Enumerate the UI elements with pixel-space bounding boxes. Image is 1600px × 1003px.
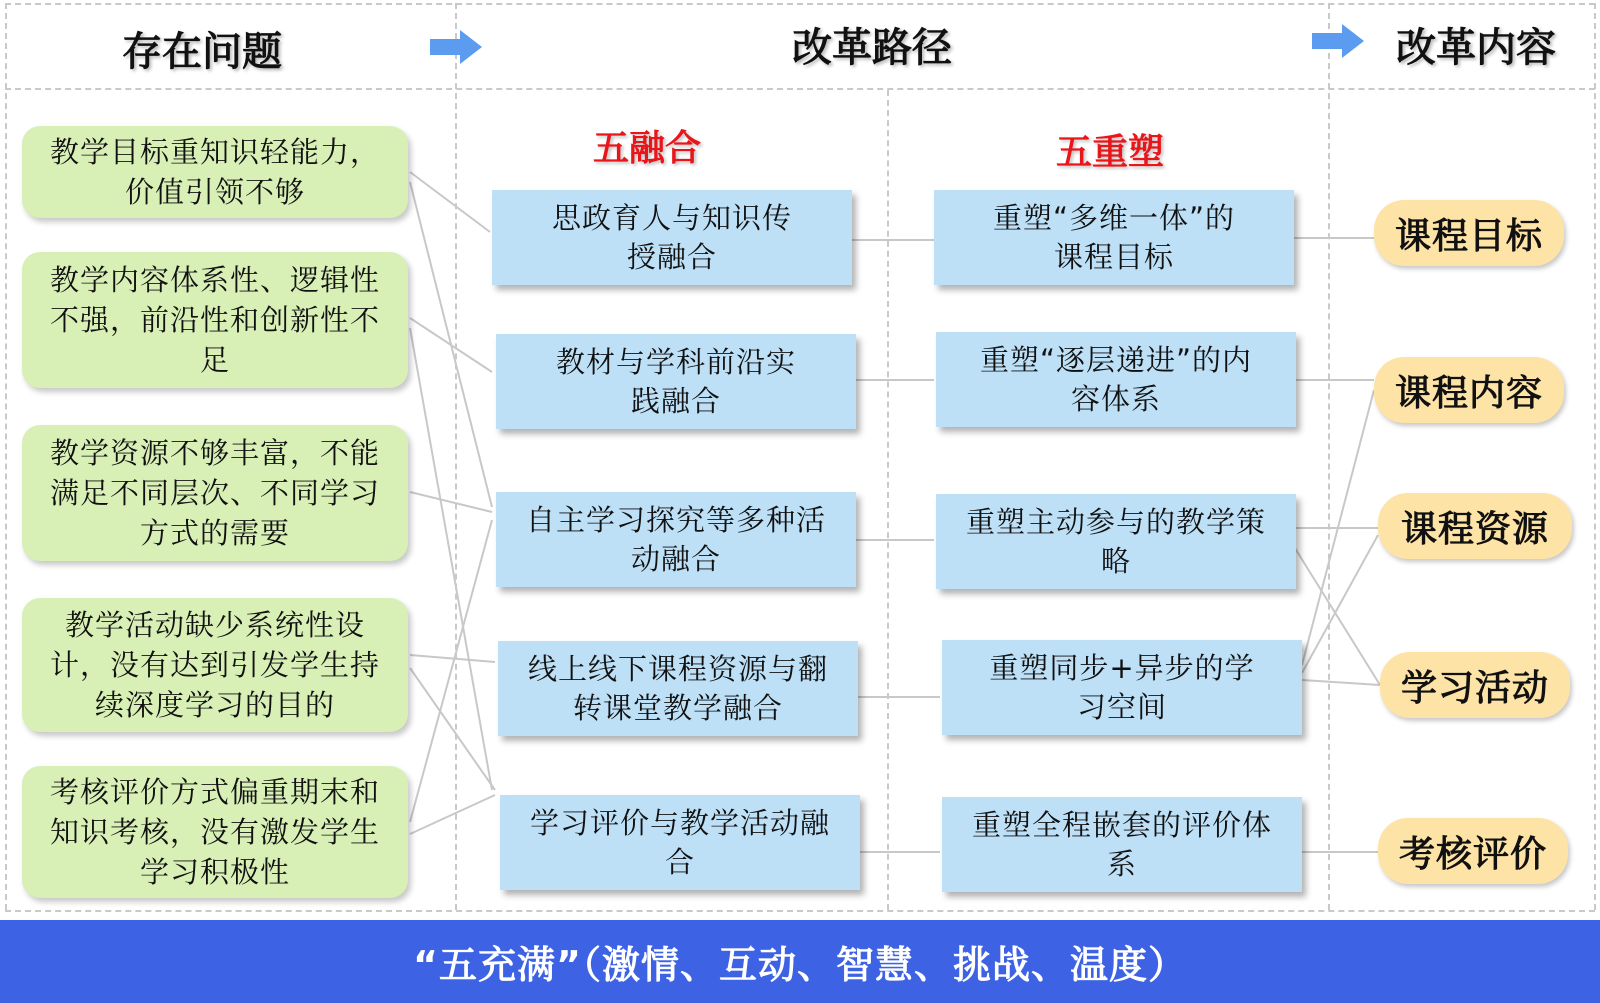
link-p2-f5 — [410, 328, 492, 790]
fusion-box: 线上线下课程资源与翻转课堂教学融合 — [498, 641, 858, 736]
problem-box: 教学内容体系性、逻辑性不强，前沿性和创新性不足 — [22, 252, 408, 388]
problem-box: 考核评价方式偏重期末和知识考核，没有激发学生学习积极性 — [22, 766, 408, 898]
fusion-box: 自主学习探究等多种活动融合 — [496, 492, 856, 587]
link-p2-f2 — [410, 318, 492, 372]
arrow-right-icon — [1312, 24, 1364, 58]
link-r4-c3 — [1302, 535, 1378, 673]
fusion-box: 学习评价与教学活动融合 — [500, 795, 860, 890]
bottom-border — [5, 910, 1595, 912]
subheader-reshape: 五重塑 — [1056, 132, 1165, 173]
reshape-box: 重塑“逐层递进”的内容体系 — [936, 332, 1296, 427]
problem-box: 教学目标重知识轻能力，价值引领不够 — [22, 126, 408, 218]
left-border — [5, 3, 7, 910]
header-divider — [5, 88, 1595, 90]
column-divider-3 — [1328, 3, 1330, 910]
link-p5-f3 — [410, 520, 492, 822]
content-pill: 课程目标 — [1374, 200, 1564, 266]
fusion-box: 思政育人与知识传授融合 — [492, 190, 852, 285]
column-divider-1 — [455, 3, 457, 910]
reshape-box: 重塑同步+异步的学习空间 — [942, 640, 1302, 735]
header-path: 改革路径 — [792, 25, 952, 71]
header-content: 改革内容 — [1396, 25, 1556, 71]
content-pill: 课程内容 — [1374, 357, 1564, 423]
link-p1-f1 — [410, 172, 490, 232]
content-pill: 学习活动 — [1380, 652, 1570, 718]
top-border — [5, 3, 1595, 5]
link-p5-f5b — [410, 795, 495, 834]
subheader-fusion: 五融合 — [593, 128, 702, 169]
problem-box: 教学资源不够丰富，不能满足不同层次、不同学习方式的需要 — [22, 425, 408, 561]
link-r4-c4 — [1302, 680, 1380, 685]
column-divider-2 — [887, 90, 889, 910]
content-pill: 考核评价 — [1378, 818, 1568, 884]
reshape-box: 重塑主动参与的教学策略 — [936, 494, 1296, 589]
link-p3-f3 — [410, 492, 492, 512]
problem-box: 教学活动缺少系统性设计，没有达到引发学生持续深度学习的目的 — [22, 598, 408, 732]
footer-banner: “五充满”（激情、互动、智慧、挑战、温度） — [0, 920, 1600, 1003]
content-pill: 课程资源 — [1378, 493, 1572, 559]
fusion-box: 教材与学科前沿实践融合 — [496, 334, 856, 429]
link-p4-f4 — [410, 655, 495, 662]
arrow-right-icon — [430, 30, 482, 64]
reshape-box: 重塑全程嵌套的评价体系 — [942, 797, 1302, 892]
header-problems: 存在问题 — [122, 29, 282, 75]
right-border — [1594, 3, 1596, 910]
reshape-box: 重塑“多维一体”的课程目标 — [934, 190, 1294, 285]
